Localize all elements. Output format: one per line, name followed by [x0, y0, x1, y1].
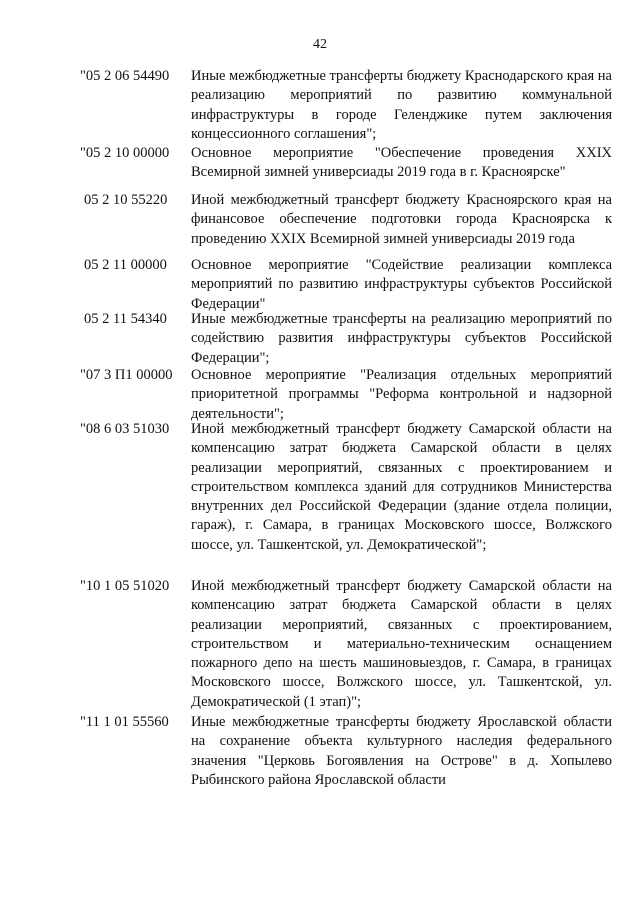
budget-code: "05 2 10 00000: [80, 145, 170, 161]
budget-code: 05 2 10 55220: [84, 192, 168, 208]
budget-code: 05 2 11 54340: [84, 311, 167, 327]
budget-description: Основное мероприятие "Реализация отдельных мероприятий приоритетной программы "Реформа контрольной и надзорной деятельности";: [191, 367, 612, 422]
budget-code: 05 2 11 00000: [84, 257, 167, 273]
budget-description: Иные межбюджетные трансферты бюджету Ярославской области на сохранение объекта культурного наследия федерального значения "Церковь Богоявления на Острове" в д. Хопылево Рыбинского района Ярославской области: [191, 714, 612, 788]
budget-description: Иной межбюджетный трансферт бюджету Красноярского края на финансовое обеспечение подготовки города Красноярска к проведению XXIX Всемирной зимней универсиады 2019 года: [191, 192, 612, 247]
budget-code: "08 6 03 51030: [80, 421, 170, 437]
budget-code: "11 1 01 55560: [80, 714, 169, 730]
budget-code: "05 2 06 54490: [80, 68, 170, 84]
budget-description: Основное мероприятие "Содействие реализации комплекса мероприятий по развитию инфраструктуры субъектов Российской Федерации": [191, 257, 612, 312]
budget-description: Иные межбюджетные трансферты на реализацию мероприятий по содействию развития инфраструктуры субъектов Российской Федерации";: [191, 311, 612, 366]
budget-code: "07 3 П1 00000: [80, 367, 173, 383]
budget-code: "10 1 05 51020: [80, 578, 170, 594]
page-number: 42: [313, 37, 327, 52]
budget-description: Иные межбюджетные трансферты бюджету Краснодарского края на реализацию мероприятий по развитию коммунальной инфраструктуры в городе Геленджике путем заключения концессионного соглашения";: [191, 68, 612, 142]
budget-description: Иной межбюджетный трансферт бюджету Самарской области на компенсацию затрат бюджета Самарской области в целях реализации мероприятий, связанных с проектированием и строительством комплекса зданий для сотрудников Министерства внутренних дел Российской Федерации (здание отдела полиции, гараж), г. Самара, в границах Московского шоссе, Волжского шоссе, ул. Ташкентской, ул. Демократической";: [191, 421, 612, 553]
budget-description: Иной межбюджетный трансферт бюджету Самарской области на компенсацию затрат бюджета Самарской области в целях реализации мероприятий, связанных с проектированием, строительством и материально-техническим оснащением пожарного депо на шесть машиновыездов, г. Самара, в границах Московского шоссе, Волжского шоссе, ул. Ташкентской, ул. Демократической (1 этап)";: [191, 578, 612, 710]
budget-description: Основное мероприятие "Обеспечение проведения XXIX Всемирной зимней универсиады 2019 года в г. Красноярске": [191, 145, 612, 181]
